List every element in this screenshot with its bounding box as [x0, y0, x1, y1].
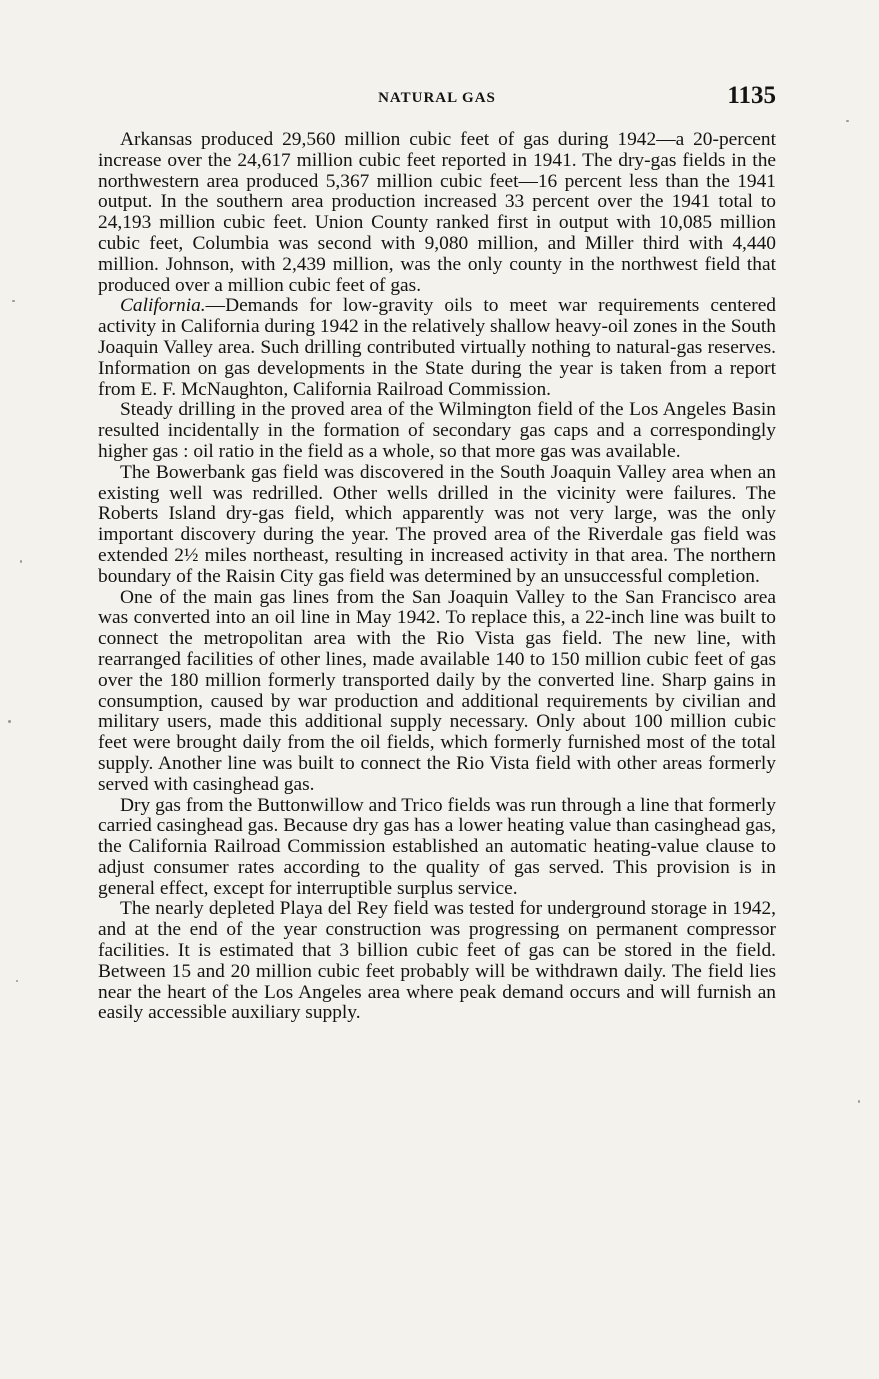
paragraph — [98, 296, 776, 400]
paragraph — [98, 463, 776, 588]
paragraph — [98, 796, 776, 900]
body-text — [98, 130, 776, 1024]
paragraph-text: Dry gas from the Buttonwillow and Trico fields was run through a line that formerly carried casinghead gas. Because dry gas has a lower heating value than casinghead gas, the California Railroad Commission established an automatic heating-value clause to adjust consumer rates according to the quality of gas served. This provision is in general effect, except for interruptible surplus service. — [98, 794, 776, 899]
paragraph-text: Arkansas produced 29,560 million cubic feet of gas during 1942—a 20-percent increase over the 24,617 million cubic feet reported in 1941. The dry-gas fields in the northwestern area produced 5,367 million cubic feet—16 percent less than the 1941 output. In the southern area production increased 33 percent over the 1941 total to 24,193 million cubic feet. Union County ranked first in output with 10,085 million cubic feet, Columbia was second with 9,080 million, and Miller third with 4,440 million. Johnson, with 2,439 million, was the only county in the northwest field that produced over a million cubic feet of gas. — [98, 129, 776, 296]
scan-speck — [846, 120, 849, 122]
page-number: 1135 — [727, 82, 776, 109]
scan-speck — [16, 980, 18, 982]
scan-speck — [858, 1100, 860, 1103]
paragraph-text: Steady drilling in the proved area of the Wilmington field of the Los Angeles Basin resulted incidentally in the formation of secondary gas caps and a correspondingly higher gas : oil ratio in the field as a whole, so that more gas was available. — [98, 399, 776, 462]
paragraph-text: The Bowerbank gas field was discovered in the South Joaquin Valley area when an existing well was redrilled. Other wells drilled in the vicinity were failures. The Roberts Island dry-gas field, which apparently was not very large, was the only important discovery during the year. The proved area of the Riverdale gas field was extended 2½ miles northeast, resulting in increased activity in that area. The northern boundary of the Raisin City gas field was determined by an unsuccessful completion. — [98, 461, 776, 587]
paragraph-text: One of the main gas lines from the San Joaquin Valley to the San Francisco area was converted into an oil line in May 1942. To replace this, a 22-inch line was built to connect the metropolitan area with the Rio Vista gas field. The new line, with rearranged facilities of other lines, made available 140 to 150 million cubic feet of gas over the 180 million formerly transported daily by the converted line. Sharp gains in consumption, caused by war production and additional requirements by civilian and military users, made this additional supply necessary. Only about 100 million cubic feet were brought daily from the oil fields, which formerly furnished most of the total supply. Another line was built to connect the Rio Vista field with other areas formerly served with casinghead gas. — [98, 586, 776, 795]
paragraph — [98, 400, 776, 462]
paragraph — [98, 130, 776, 296]
running-head: NATURAL GAS — [378, 90, 496, 106]
paragraph — [98, 588, 776, 796]
scan-speck — [20, 560, 22, 563]
paragraph — [98, 899, 776, 1024]
page-header — [98, 82, 776, 114]
paragraph-text: The nearly depleted Playa del Rey field was tested for underground storage in 1942, and at the end of the year construction was progressing on permanent compressor facilities. It is estimated that 3 billion cubic feet of gas can be stored in the field. Between 15 and 20 million cubic feet probably will be withdrawn daily. The field lies near the heart of the Los Angeles area where peak demand occurs and will furnish an easily accessible auxiliary supply. — [98, 898, 776, 1024]
scan-speck — [8, 720, 11, 723]
paragraph-text: —Demands for low-gravity oils to meet war requirements centered activity in California during 1942 in the relatively shallow heavy-oil zones in the South Joaquin Valley area. Such drilling contributed virtually nothing to natural-gas reserves. Information on gas developments in the State during the year is taken from a report from E. F. McNaughton, California Railroad Commission. — [98, 295, 776, 400]
scan-speck — [12, 300, 15, 302]
section-lead: California. — [120, 295, 206, 317]
